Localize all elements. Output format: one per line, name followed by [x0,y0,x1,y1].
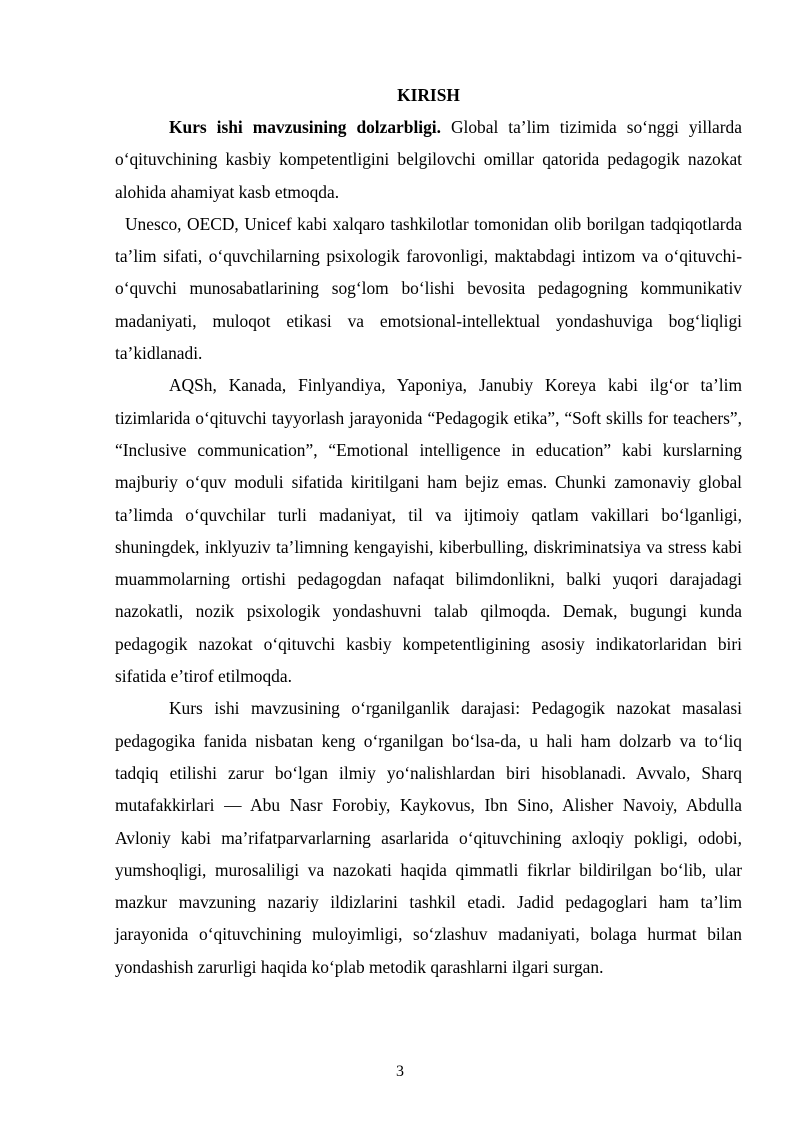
paragraph-study-level [115,692,742,983]
section-heading: KIRISH [397,85,460,105]
paragraph-relevance [115,111,742,208]
paragraph-text: Kurs ishi mavzusining o‘rganilganlik darajasi: Pedagogik nazokat masalasi pedagogika fanida nisbatan keng o‘rganilgan bo‘lsa-da, u hali ham dolzarb va to‘liq tadqiq etilishi zarur bo‘lgan ilmiy yo‘nalishlardan biri hisoblanadi. Avvalo, Sharq mutafakkirlari — Abu Nasr Forobiy, Kaykovus, Ibn Sino, Alisher Navoiy, Abdulla Avloniy kabi ma’rifatparvarlarning asarlarida o‘qituvchining axloqiy pokligi, odobi, yumshoqligi, murosaliligi va nazokati haqida qimmatli fikrlar bildirilgan bo‘lib, ular mazkur mavzuning nazariy ildizlarini tashkil etadi. Jadid pedagoglari ham ta’lim jarayonida o‘qituvchining muloyimligi, so‘zlashuv madaniyati, bolaga hurmat bilan yondashish zarurligi haqida ko‘plab metodik qarashlarni ilgari surgan. [115,698,742,977]
paragraph-international [115,208,742,369]
paragraph-text: Global ta’lim tizimida so‘nggi yillarda o‘qituvchining kasbiy kompetentligini belgilovchi omillar qatorida pedagogik nazokat alohida ahamiyat kasb etmoqda. [115,117,742,202]
page-content [115,79,742,983]
paragraph-foreign-systems [115,369,742,692]
paragraph-text: AQSh, Kanada, Finlyandiya, Yaponiya, Janubiy Koreya kabi ilg‘or ta’lim tizimlarida o‘qituvchi tayyorlash jarayonida “Pedagogik etika”, “Soft skills for teachers”, “Inclusive communication”, “Emotional intelligence in education” kabi kurslarning majburiy o‘quv moduli sifatida kiritilgani ham bejiz emas. Chunki zamonaviy global ta’limda o‘quvchilar turli madaniyat, til va ijtimoiy qatlam vakillari bo‘lganligi, shuningdek, inklyuziv ta’limning kengayishi, kiberbulling, diskriminatsiya va stress kabi muammolarning ortishi pedagogdan nafaqat bilimdonlikni, balki yuqori darajadagi nazokatli, nozik psixologik yondashuvni talab qilmoqda. Demak, bugungi kunda pedagogik nazokat o‘qituvchi kasbiy kompetentligining asosiy indikatorlaridan biri sifatida e’tirof etilmoqda. [115,375,742,687]
page-number: 3 [396,1063,404,1080]
paragraph-text: Unesco, OECD, Unicef kabi xalqaro tashkilotlar tomonidan olib borilgan tadqiqotlarda ta’lim sifati, o‘quvchilarning psixologik farovonligi, maktabdagi intizom va o‘qituvchi-o‘quvchi munosabatlarining sog‘lom bo‘lishi bevosita pedagogning kommunikativ madaniyati, muloqot etikasi va emotsional-intellektual yondashuviga bog‘liqligi ta’kidlanadi. [115,213,742,364]
paragraph-lead: Kurs ishi mavzusining dolzarbligi. [169,117,441,137]
